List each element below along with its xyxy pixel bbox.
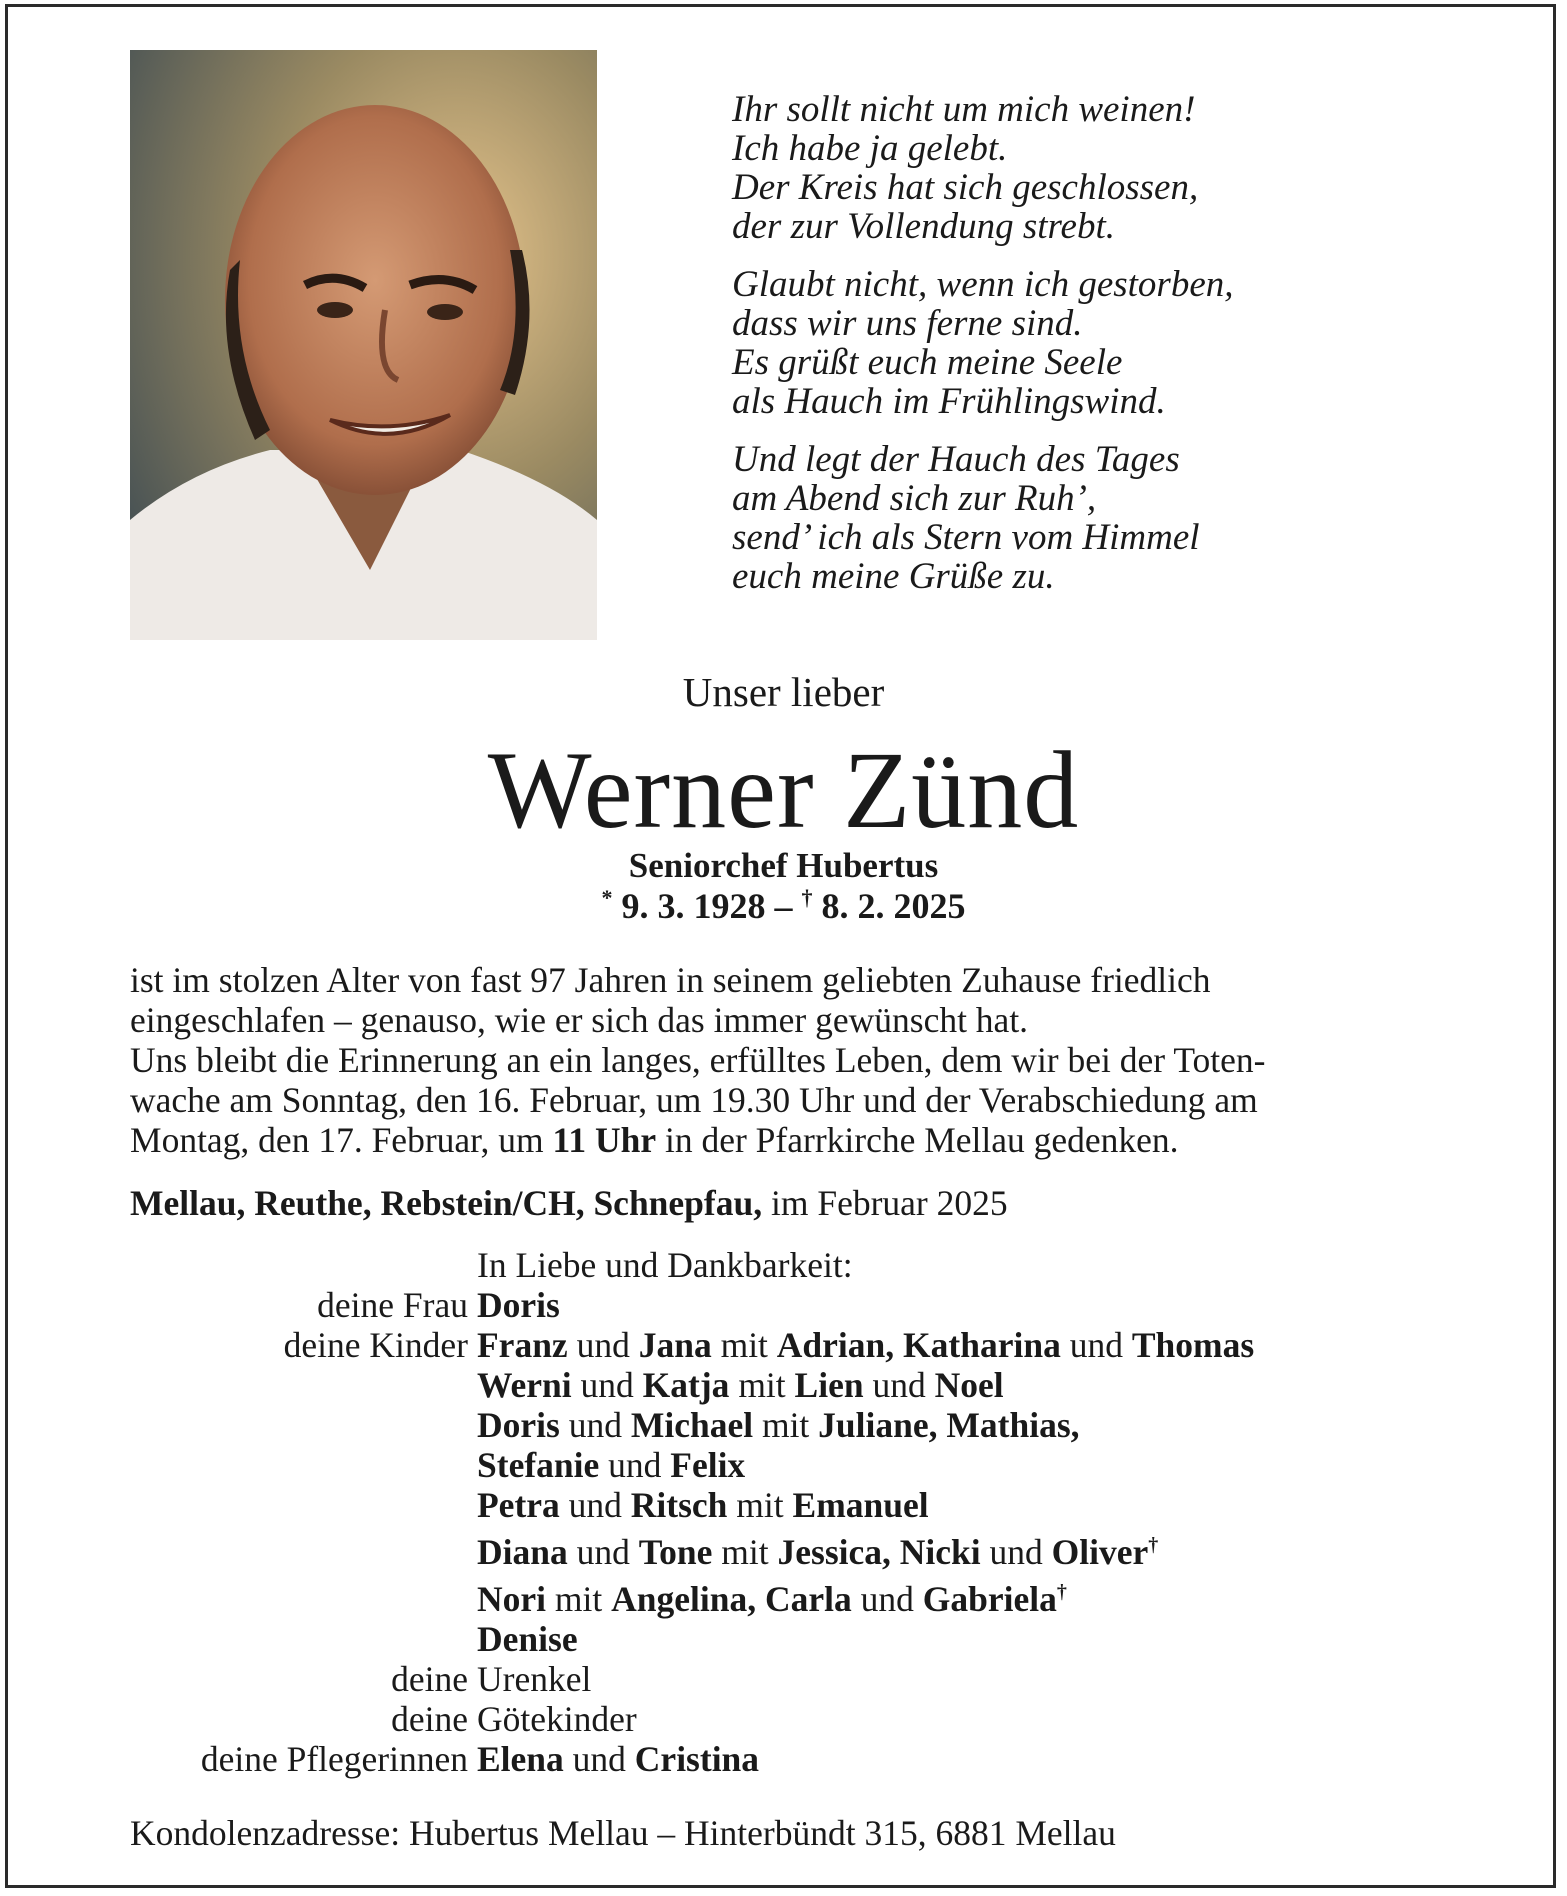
connector: und [580,1365,634,1405]
person-name: Juliane, Mathias, [818,1405,1080,1445]
family-row [0,1699,1567,1739]
body-text-segment: in der Pfarrkirche Mellau gedenken. [656,1120,1179,1160]
person-name: Michael [630,1405,754,1445]
person-name: Emanuel [792,1485,929,1525]
family-row [0,1485,1567,1525]
family-row [0,1619,1567,1659]
condolence-address: Kondolenzadresse: Hubertus Mellau – Hinterbündt 315, 6881 Mellau [130,1813,1116,1853]
family-names [477,1405,1567,1445]
connector: mit [720,1325,768,1365]
family-names: Götekinder [477,1698,637,1739]
connector: mit [738,1365,786,1405]
family-names [477,1445,1567,1485]
person-name: Felix [670,1445,746,1485]
person-name: Doris [477,1285,560,1325]
family-heading: In Liebe und Dankbarkeit: [477,1245,853,1285]
connector: und [572,1738,626,1779]
connector: und [576,1325,630,1365]
connector: und [989,1531,1043,1572]
connector: mit [761,1405,810,1445]
poem-line: Der Kreis hat sich geschlossen, [732,167,1199,208]
connector: und [860,1578,914,1619]
person-name: Lien [794,1365,864,1405]
person-name: Angelina, Carla [611,1578,852,1619]
role-label [0,1445,477,1485]
family-names: Urenkel [477,1658,592,1699]
death-symbol: † [801,885,813,910]
connector: und [576,1531,630,1572]
intro-text: Unser lieber [682,669,885,715]
mourners-list [0,1245,1567,1779]
role-label [0,1405,477,1445]
role-label [0,1485,477,1525]
family-names [477,1739,1567,1779]
birth-date: 9. 3. 1928 [621,886,766,926]
person-name: Oliver [1051,1531,1149,1572]
date-dash: – [774,886,793,926]
poem-line: Ich habe ja gelebt. [732,128,1008,169]
person-name: Stefanie [477,1445,600,1485]
role-label [0,1572,477,1619]
family-row [0,1572,1567,1619]
connector: mit [736,1485,784,1525]
places-date: im Februar 2025 [762,1183,1008,1223]
role-label: deine Frau [317,1285,468,1325]
family-names [477,1485,1567,1525]
role-label: deine [391,1658,468,1699]
person-name: Denise [477,1618,578,1659]
role-label [0,1525,477,1572]
person-name: Adrian, Katharina [776,1325,1061,1365]
person-name: Noel [934,1365,1004,1405]
family-names [477,1525,1567,1572]
cross-symbol: † [1148,1534,1159,1556]
life-dates [0,885,1567,927]
body-line: ist im stolzen Alter von fast 97 Jahren in seinem geliebten Zuhause friedlich [130,960,1211,1000]
poem-stanza [732,440,1472,596]
family-row [0,1405,1567,1445]
death-date: 8. 2. 2025 [821,886,966,926]
places-line [130,1182,1008,1224]
connector: und [872,1365,926,1405]
family-names [477,1572,1567,1619]
poem-line: Glaubt nicht, wenn ich gestorben, [732,264,1234,305]
body-line: wache am Sonntag, den 16. Februar, um 19.30 Uhr und der Verabschiedung am [130,1080,1258,1120]
birth-symbol: * [601,885,613,910]
body-line: Uns bleibt die Erinnerung an ein langes, erfülltes Leben, dem wir bei der Toten- [130,1040,1266,1080]
poem-line: send’ ich als Stern vom Himmel [732,517,1200,558]
family-row [0,1365,1567,1405]
poem-line: dass wir uns ferne sind. [732,303,1083,344]
role-label [0,1365,477,1405]
family-row [0,1325,1567,1365]
role-label: deine Pflegerinnen [200,1738,468,1779]
person-name: Doris [477,1405,560,1445]
body-text-segment: Montag, den 17. Februar, um [130,1120,553,1160]
body-line [130,1120,1450,1160]
places-names: Mellau, Reuthe, Rebstein/CH, Schnepfau, [130,1183,763,1223]
family-names [477,1619,1567,1659]
family-names [477,1325,1567,1365]
person-name: Tone [638,1531,713,1572]
family-row [0,1525,1567,1572]
role-label [0,1619,477,1659]
family-row [0,1659,1567,1699]
connector: und [608,1445,662,1485]
connector: und [1069,1325,1123,1365]
person-name: Franz [477,1325,568,1365]
person-name: Cristina [634,1738,760,1779]
person-name: Elena [477,1738,564,1779]
connector: und [568,1485,622,1525]
poem-line: der zur Vollendung strebt. [732,206,1116,247]
role-label: deine Kinder [283,1325,468,1365]
person-name: Thomas [1131,1325,1255,1365]
announcement-text [130,960,1450,1160]
portrait-photo [130,50,597,640]
poem-line: Ihr sollt nicht um mich weinen! [732,89,1196,130]
deceased-name: Werner Zünd [487,729,1080,851]
poem-line: am Abend sich zur Ruh’, [732,478,1097,519]
person-name: Petra [477,1485,560,1525]
poem-line: euch meine Grüße zu. [732,556,1055,597]
role-label [0,1245,477,1285]
connector: und [568,1405,622,1445]
person-name: Gabriela [922,1578,1057,1619]
family-heading-row [0,1245,1567,1285]
cross-symbol: † [1056,1580,1067,1603]
poem [732,90,1472,615]
person-name: Diana [477,1531,568,1572]
connector: mit [554,1578,603,1619]
poem-line: Und legt der Hauch des Tages [732,439,1180,480]
person-name: Ritsch [630,1485,728,1525]
family-names [477,1285,1567,1325]
subtitle: Seniorchef Hubertus [628,846,939,885]
family-names [477,1365,1567,1405]
family-row [0,1739,1567,1779]
body-line: eingeschlafen – genauso, wie er sich das immer gewünscht hat. [130,1000,1029,1040]
person-name: Werni [477,1365,572,1405]
person-name: Nori [477,1578,547,1619]
portrait-image [130,50,597,640]
connector: mit [721,1531,769,1572]
poem-line: als Hauch im Frühlingswind. [732,381,1166,422]
ceremony-time: 11 Uhr [552,1120,657,1160]
person-name: Katja [642,1365,730,1405]
poem-stanza [732,90,1472,246]
poem-stanza [732,265,1472,421]
person-name: Jana [638,1325,712,1365]
poem-line: Es grüßt euch meine Seele [732,342,1123,383]
person-name: Jessica, Nicki [777,1531,981,1572]
role-label: deine [391,1698,468,1739]
family-row [0,1445,1567,1485]
family-row [0,1285,1567,1325]
